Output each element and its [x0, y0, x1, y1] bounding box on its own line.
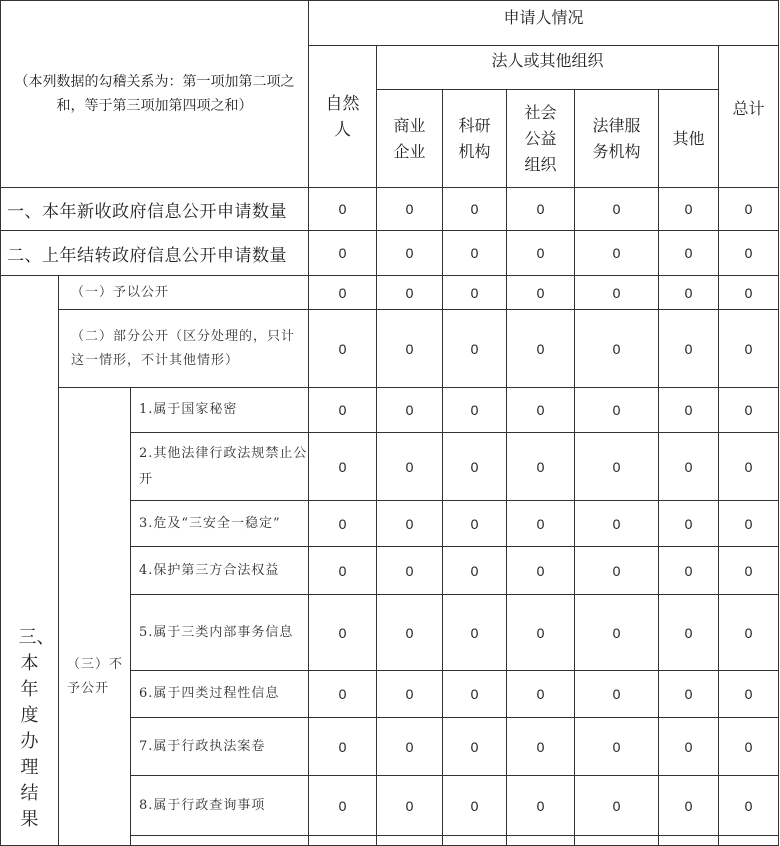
section3-label: 三、本年度办理结果: [1, 276, 59, 846]
table-row: [1, 388, 779, 433]
row-label: 4.保护第三方合法权益: [131, 547, 309, 595]
value-cell: 0: [443, 433, 507, 501]
row-label: （一）予以公开: [59, 276, 309, 310]
value-cell: 0: [659, 231, 719, 276]
value-cell: 0: [507, 388, 575, 433]
value-cell: 0: [377, 501, 443, 547]
value-cell: 0: [443, 776, 507, 836]
value-cell: 0: [443, 595, 507, 671]
value-cell: 0: [507, 718, 575, 776]
value-cell: 0: [575, 718, 659, 776]
value-cell: 0: [377, 433, 443, 501]
value-cell: 0: [575, 276, 659, 310]
value-cell: 0: [309, 547, 377, 595]
row-label: 7.属于行政执法案卷: [131, 718, 309, 776]
natural-person-header: 自然人: [309, 46, 377, 188]
value-cell: 0: [377, 718, 443, 776]
value-cell: 0: [443, 188, 507, 231]
value-cell: 0: [443, 501, 507, 547]
applicant-status-header: 申请人情况: [309, 1, 779, 46]
public-welfare-header: 社会公益组织: [507, 90, 575, 188]
value-cell: 0: [309, 595, 377, 671]
value-cell: 0: [575, 671, 659, 718]
value-cell: 0: [309, 276, 377, 310]
value-cell: 0: [443, 718, 507, 776]
value-cell: 0: [659, 310, 719, 388]
row-label: 1.属于国家秘密: [131, 388, 309, 433]
value-cell: 0: [377, 231, 443, 276]
table-row: [1, 188, 779, 231]
value-cell: 0: [659, 433, 719, 501]
value-cell: 0: [507, 433, 575, 501]
value-cell: 0: [507, 671, 575, 718]
value-cell: 0: [443, 547, 507, 595]
value-cell: 0: [309, 388, 377, 433]
value-cell: 0: [719, 718, 779, 776]
value-cell: 0: [575, 310, 659, 388]
value-cell: 0: [309, 188, 377, 231]
row-label: 3.危及“三安全一稳定”: [131, 501, 309, 547]
value-cell: 0: [309, 231, 377, 276]
value-cell: 0: [377, 776, 443, 836]
value-cell: 0: [309, 671, 377, 718]
value-cell: 0: [659, 671, 719, 718]
value-cell: 0: [443, 388, 507, 433]
value-cell: 0: [575, 776, 659, 836]
value-cell: 0: [377, 188, 443, 231]
research-header: 科研机构: [443, 90, 507, 188]
total-header: 总计: [719, 46, 779, 188]
value-cell: 0: [377, 671, 443, 718]
value-cell: 0: [507, 547, 575, 595]
value-cell: 0: [719, 776, 779, 836]
value-cell: 0: [659, 388, 719, 433]
value-cell: 0: [575, 231, 659, 276]
row-label: （二）部分公开（区分处理的，只计这一情形，不计其他情形）: [59, 310, 309, 388]
value-cell: 0: [377, 276, 443, 310]
not-public-label: （三）不予公开: [59, 388, 131, 846]
value-cell: 0: [309, 718, 377, 776]
other-header: 其他: [659, 90, 719, 188]
value-cell: 0: [443, 671, 507, 718]
value-cell: 0: [719, 501, 779, 547]
value-cell: 0: [659, 718, 719, 776]
value-cell: 0: [377, 547, 443, 595]
table-row: [1, 310, 779, 388]
commercial-header: 商业企业: [377, 90, 443, 188]
value-cell: 0: [507, 776, 575, 836]
row-label: 2.其他法律行政法规禁止公开: [131, 433, 309, 501]
value-cell: 0: [507, 231, 575, 276]
table-row: [1, 231, 779, 276]
value-cell: 0: [659, 188, 719, 231]
value-cell: 0: [719, 547, 779, 595]
value-cell: 0: [659, 776, 719, 836]
value-cell: 0: [377, 388, 443, 433]
value-cell: 0: [507, 310, 575, 388]
value-cell: 0: [377, 310, 443, 388]
value-cell: 0: [719, 276, 779, 310]
value-cell: 0: [507, 188, 575, 231]
value-cell: 0: [575, 547, 659, 595]
value-cell: 0: [443, 310, 507, 388]
balance-note: （本列数据的勾稽关系为：第一项加第二项之和，等于第三项加第四项之和）: [1, 1, 309, 188]
value-cell: 0: [575, 388, 659, 433]
value-cell: 0: [659, 501, 719, 547]
row-label: 8.属于行政查询事项: [131, 776, 309, 836]
legal-group-header: 法人或其他组织: [377, 46, 719, 90]
legal-service-header: 法律服务机构: [575, 90, 659, 188]
value-cell: 0: [507, 276, 575, 310]
table-row: [1, 276, 779, 310]
value-cell: 0: [719, 310, 779, 388]
value-cell: 0: [507, 501, 575, 547]
value-cell: 0: [575, 595, 659, 671]
value-cell: 0: [575, 433, 659, 501]
value-cell: 0: [719, 433, 779, 501]
row-label: 一、本年新收政府信息公开申请数量: [1, 188, 309, 231]
value-cell: 0: [309, 310, 377, 388]
value-cell: 0: [719, 595, 779, 671]
value-cell: 0: [719, 188, 779, 231]
value-cell: 0: [309, 501, 377, 547]
value-cell: 0: [719, 231, 779, 276]
value-cell: 0: [659, 276, 719, 310]
value-cell: 0: [719, 388, 779, 433]
value-cell: 0: [575, 501, 659, 547]
row-label: 5.属于三类内部事务信息: [131, 595, 309, 671]
value-cell: 0: [377, 595, 443, 671]
value-cell: 0: [443, 231, 507, 276]
value-cell: 0: [443, 276, 507, 310]
value-cell: 0: [309, 776, 377, 836]
value-cell: 0: [659, 595, 719, 671]
value-cell: 0: [719, 671, 779, 718]
value-cell: 0: [309, 433, 377, 501]
value-cell: 0: [507, 595, 575, 671]
value-cell: 0: [659, 547, 719, 595]
row-label: 6.属于四类过程性信息: [131, 671, 309, 718]
row-label: 二、上年结转政府信息公开申请数量: [1, 231, 309, 276]
value-cell: 0: [575, 188, 659, 231]
